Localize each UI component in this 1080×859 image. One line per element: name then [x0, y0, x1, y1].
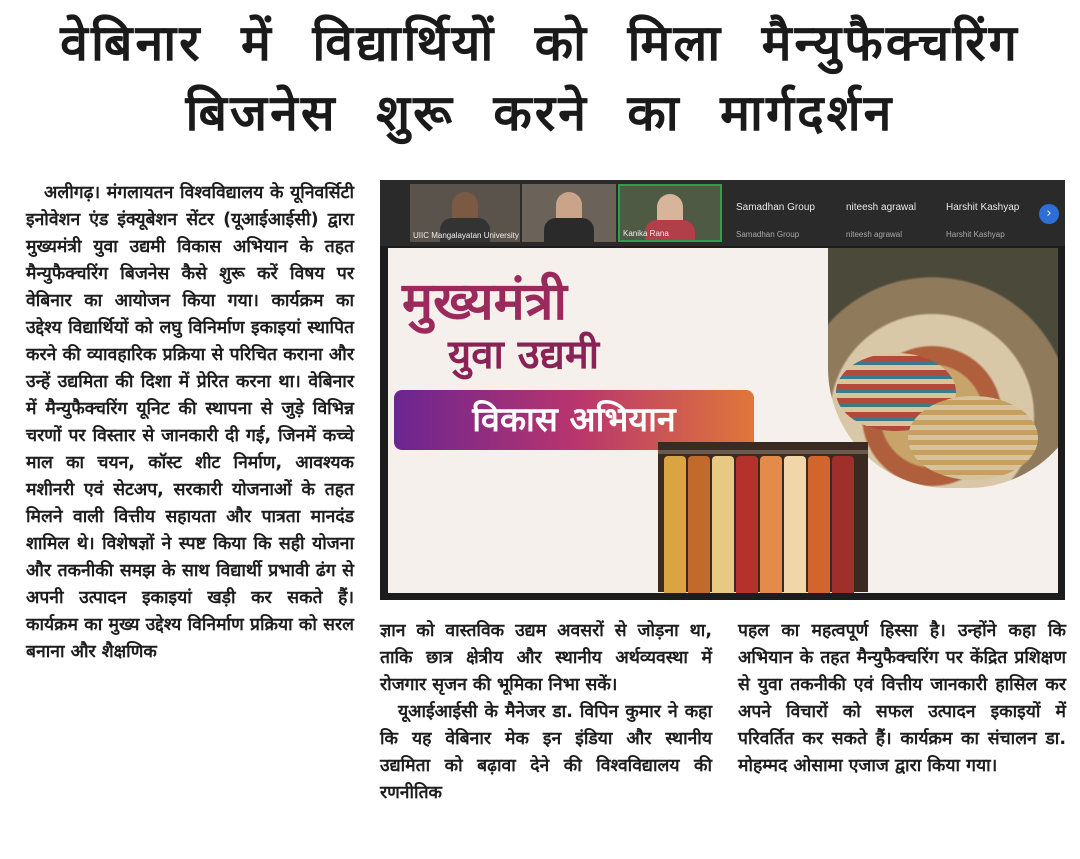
- article-paragraph: अलीगढ़। मंगलायतन विश्वविद्यालय के यूनिवर्सिटी इनोवेशन एंड इंक्यूबेशन सेंटर (यूआईआईसी) द्वारा मुख्यमंत्री युवा उद्यमी विकास अभियान के तहत मैन्युफैक्चरिंग बिजनेस कैसे शुरू करें विषय पर वेबिनार का आयोजन किया गया। कार्यक्रम का उद्देश्य विद्यार्थियों को लघु विनिर्माण इकाइयां स्थापित करने की व्यावहारिक प्रक्रिया से परिचित कराना और उन्हें उद्यमिता की दिशा में प्रेरित करना था। वेबिनार में मैन्युफैक्चरिंग यूनिट की स्थापना से जुड़े विभिन्न चरणों पर विस्तार से जानकारी दी गई, जिनमें कच्चे माल का चयन, कॉस्ट शीट निर्माण, आवश्यक मशीनरी एवं सेटअप, सरकारी योजनाओं के तहत मिलने वाली वित्तीय सहायता और पात्रता मानदंड शामिल थे। विशेषज्ञों ने स्पष्ट किया कि सही योजना और तकनीकी समझ के साथ विद्यार्थी प्रभावी ढंग से अपनी उत्पादन इकाइयां खड़ी कर सकते हैं। कार्यक्रम का मुख्य उद्देश्य विनिर्माण प्रक्रिया को सरल बनाना और शैक्षणिक: [26, 183, 354, 662]
- panel-sub: Samadhan Group: [736, 230, 800, 239]
- participant-tile: [522, 184, 616, 242]
- participant-tile: [410, 184, 520, 242]
- panel-name: Samadhan Group: [736, 202, 815, 213]
- presentation-slide: [388, 248, 1058, 593]
- slide-title-line-2: युवा उद्यमी: [448, 332, 600, 378]
- headline-line-2: बिजनेस शुरू करने का मार्गदर्शन: [185, 84, 895, 142]
- participant-name: Kanika Rana: [623, 229, 669, 238]
- participant-tile-active: [618, 184, 722, 242]
- chevron-right-icon: ›: [1039, 204, 1059, 224]
- slide-banner: विकास अभियान: [394, 390, 754, 450]
- participant-name: UIIC Mangalayatan University: [413, 231, 519, 240]
- panel-name: Harshit Kashyap: [946, 202, 1020, 213]
- panel-sub: niteesh agrawal: [846, 230, 903, 239]
- slide-title-line-1: मुख्यमंत्री: [402, 272, 567, 332]
- article-paragraph: ज्ञान को वास्तविक उद्यम अवसरों से जोड़ना था, ताकि छात्र क्षेत्रीय और स्थानीय अर्थव्यवस्था में रोजगार सृजन की भूमिका निभा सकें।: [380, 621, 712, 695]
- article-column-3: [738, 618, 1066, 780]
- video-call-participant-bar: [380, 180, 1065, 246]
- basket-image: [908, 396, 1038, 480]
- webinar-screenshot-photo: [380, 180, 1065, 600]
- headline-line-1: वेबिनार में विद्यार्थियों को मिला मैन्युफैक्चरिंग: [60, 14, 1020, 72]
- article-paragraph: यूआईआईसी के मैनेजर डा. विपिन कुमार ने कहा कि यह वेबिनार मेक इन इंडिया और स्थानीय उद्यमिता को बढ़ावा देने की विश्वविद्यालय की रणनीतिक: [380, 702, 712, 803]
- article-column-2: [380, 618, 712, 807]
- headline: [0, 8, 1080, 148]
- article-paragraph: पहल का महत्वपूर्ण हिस्सा है। उन्होंने कहा कि अभियान के तहत मैन्युफैक्चरिंग पर केंद्रित प्रशिक्षण से युवा तकनीकी एवं वित्तीय जानकारी हासिल कर अपने विचारों को सफल उत्पादन इकाइयों में परिवर्तित कर सकते हैं। कार्यक्रम का संचालन डा. मोहम्मद ओसामा एजाज द्वारा किया गया।: [738, 621, 1066, 776]
- panel-name: niteesh agrawal: [846, 202, 917, 213]
- panel-sub: Harshit Kashyap: [946, 230, 1005, 239]
- article-column-1: [26, 180, 354, 666]
- clothes-rack-image: [658, 442, 868, 592]
